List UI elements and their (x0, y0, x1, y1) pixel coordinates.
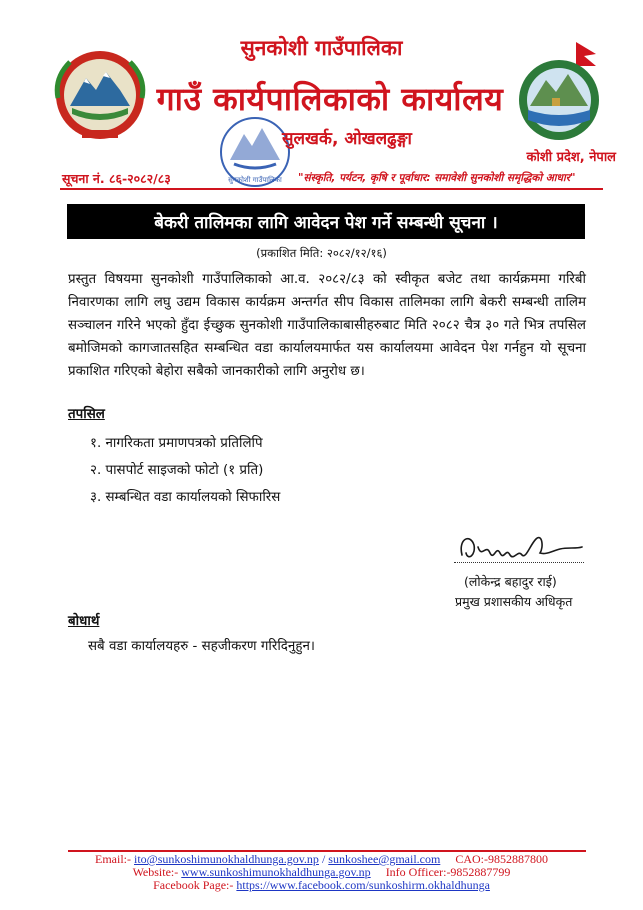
notice-body: प्रस्तुत विषयमा सुनकोशी गाउँपालिकाको आ.व. २०८२/८३ को स्वीकृत बजेट तथा कार्यक्रममा गरिबी निवारणका लागि लघु उद्यम विकास कार्यक्रम अन्तर्गत सीप विकास तालिमका लागि बेकरी सम्बन्धी तालिम सञ्चालन गरिने भएको हुँदा ईच्छुक सुनकोशी गाउँपालिकाबासीहरुबाट मिति २०८२ चैत्र ३० गते भित्र तपसिल बमोजिमको कागजातसहित सम्बन्धित वडा कार्यालयमार्फत यस कार्यालयमा आवेदन पेश गर्नहुन यो सूचना प्रकाशित गरिएको बेहोरा सबैको जानकारीको लागि अनुरोध छ। (68, 272, 586, 379)
province-label: कोशी प्रदेश, नेपाल (526, 150, 616, 165)
header-divider (60, 188, 603, 190)
tapasil-heading: तपसिल (68, 407, 105, 422)
notice-title-text: बेकरी तालिमका लागि आवेदन पेश गर्ने सम्बन्धी सूचना । (154, 213, 498, 233)
website-label: Website:- (132, 864, 179, 879)
signatory-designation: प्रमुख प्रशासकीय अधिकृत (455, 594, 573, 609)
bodhartha-text: सबै वडा कार्यालयहरु - सहजीकरण गरिदिनुहुन। (88, 639, 315, 654)
office-title: गाउँ कार्यपालिकाको कार्यालय (156, 80, 504, 118)
info-officer-phone: Info Officer:-9852887799 (385, 864, 511, 879)
email-separator: / (321, 852, 326, 866)
footer-facebook-row (0, 879, 643, 892)
municipality-seal-icon (200, 110, 310, 188)
office-address: सुलखर्क, ओखलढुङ्गा (282, 129, 412, 149)
email-label: Email:- (95, 852, 131, 866)
slogan: "संस्कृति, पर्यटन, कृषि र पूर्वाधार: समावेशी सुनकोशी समृद्धिको आधार" (298, 172, 576, 184)
municipality-name: सुनकोशी गाउँपालिका (240, 36, 403, 60)
footer (0, 853, 643, 891)
reference-number: सूचना नं. ८६-२०८२/८३ (62, 171, 171, 186)
email-link-gmail[interactable]: sunkoshee@gmail.com (328, 852, 441, 866)
list-item: २. पासपोर्ट साइजको फोटो (१ प्रति) (90, 463, 264, 478)
website-link[interactable]: www.sunkoshimunokhaldhunga.gov.np (181, 864, 371, 879)
facebook-link[interactable]: https://www.facebook.com/sunkoshirm.okhaldhunga (236, 877, 490, 892)
list-item: ३. सम्बन्धित वडा कार्यालयको सिफारिस (90, 490, 281, 505)
list-item: १. नागरिकता प्रमाणपत्रको प्रतिलिपि (90, 436, 263, 451)
notice-title (67, 204, 585, 239)
email-link-ito[interactable]: ito@sunkoshimunokhaldhunga.gov.np (134, 852, 319, 866)
bodhartha-heading: बोधार्थ (68, 614, 100, 629)
facebook-label: Facebook Page:- (153, 877, 234, 892)
tapasil-list (90, 430, 280, 511)
cao-phone: CAO:-9852887800 (455, 852, 548, 866)
signature-line (454, 562, 584, 563)
published-date: (प्रकाशित मिति: २०८२/१२/१६) (256, 246, 387, 260)
signatory-name: (लोकेन्द्र बहादुर राई) (464, 574, 557, 589)
svg-text:सुनकोशी गाउँपालिका: सुनकोशी गाउँपालिका (228, 176, 282, 184)
